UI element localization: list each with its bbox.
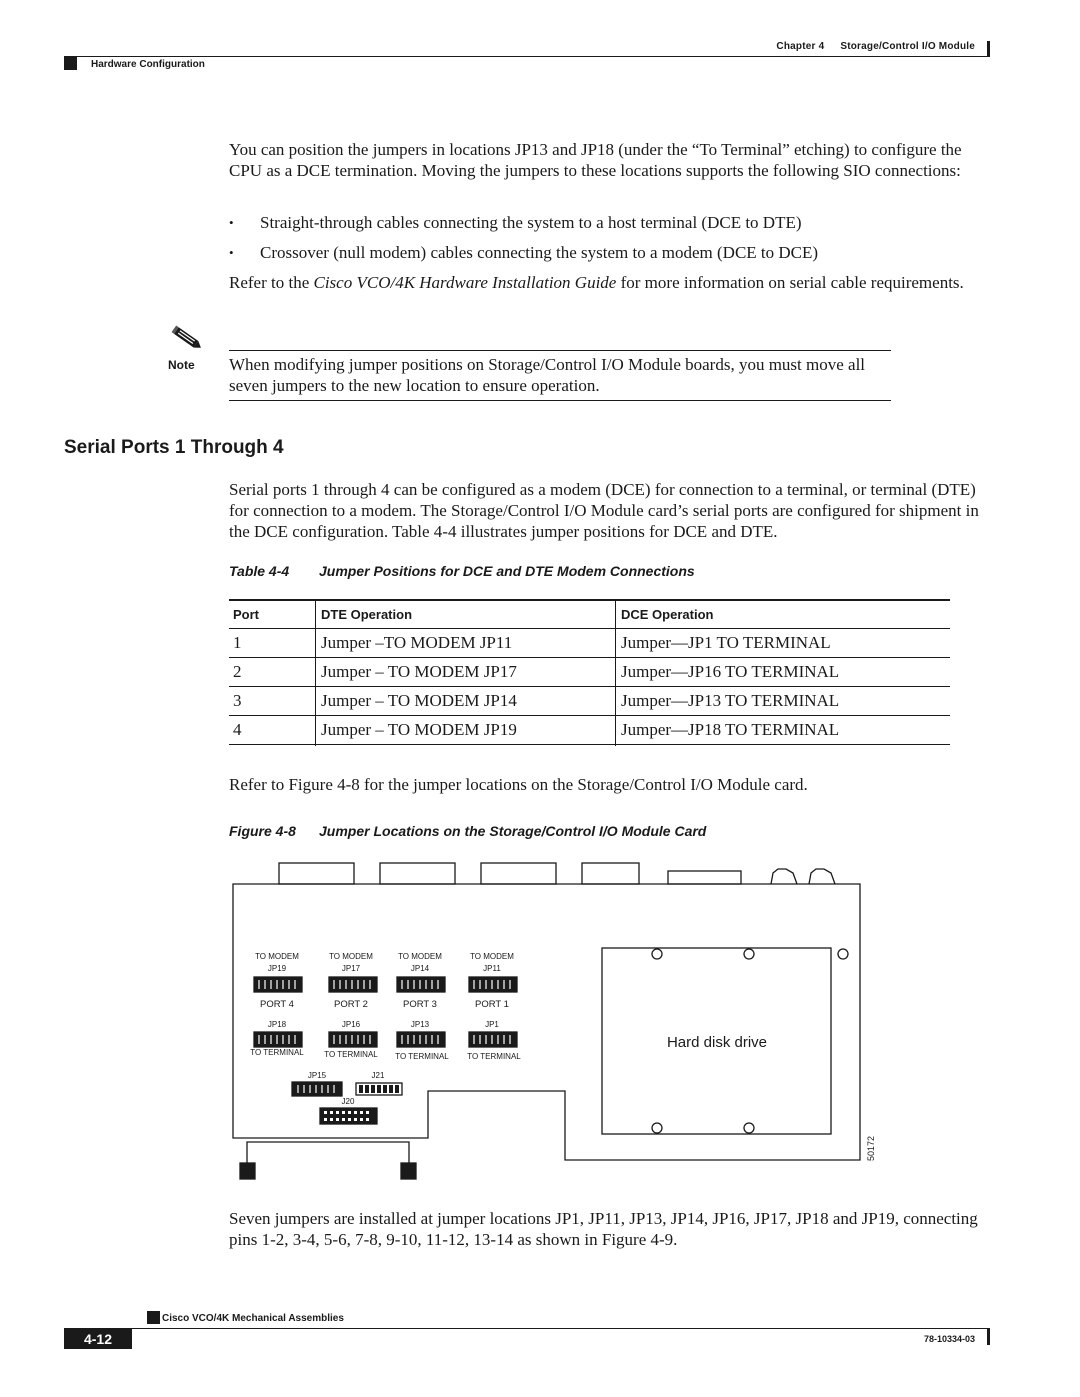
note-rule-bottom bbox=[229, 400, 891, 401]
header-square bbox=[64, 57, 77, 70]
top-connector bbox=[279, 863, 354, 884]
j21-connector bbox=[356, 1083, 402, 1095]
table-header-row bbox=[229, 601, 950, 629]
terminal-jumper-label: JP16 bbox=[341, 1020, 361, 1029]
to-modem-label: TO MODEM bbox=[329, 952, 373, 961]
to-terminal-label: TO TERMINAL bbox=[250, 1048, 304, 1057]
top-connector bbox=[380, 863, 455, 884]
section-heading: Serial Ports 1 Through 4 bbox=[64, 437, 284, 458]
hdd-mount bbox=[744, 949, 754, 959]
modem-jumper-block bbox=[329, 977, 377, 992]
top-connector bbox=[582, 863, 639, 884]
table-divider bbox=[315, 601, 316, 746]
jp15-label: JP15 bbox=[307, 1071, 327, 1080]
terminal-jumper-block bbox=[469, 1032, 517, 1047]
table-cell: 3 bbox=[233, 691, 242, 710]
figure-caption bbox=[229, 823, 706, 839]
table-divider bbox=[615, 601, 616, 746]
jp15-jumper-block bbox=[292, 1082, 342, 1096]
refer-prefix: Refer to the bbox=[229, 273, 314, 292]
doc-number: 78-10334-03 bbox=[923, 1334, 975, 1344]
table-cell: Jumper –TO MODEM JP11 bbox=[321, 633, 513, 652]
table-cell: Jumper—JP13 TO TERMINAL bbox=[621, 691, 840, 710]
table-cell: 1 bbox=[233, 633, 242, 652]
header-bar bbox=[987, 41, 990, 57]
top-connector bbox=[481, 863, 556, 884]
port-label: PORT 2 bbox=[334, 999, 368, 1010]
table-row bbox=[229, 658, 950, 687]
terminal-jumper-label: JP18 bbox=[267, 1020, 287, 1029]
j20-connector bbox=[320, 1108, 377, 1124]
header-chapter bbox=[776, 41, 975, 52]
header-rule bbox=[64, 56, 990, 57]
modem-jumper-label: JP11 bbox=[483, 964, 501, 973]
note-label: Note bbox=[168, 358, 195, 372]
note-rule-top bbox=[229, 350, 891, 351]
port-label: PORT 3 bbox=[403, 999, 437, 1010]
hdd-mount bbox=[744, 1123, 754, 1133]
modem-jumper-label: JP19 bbox=[267, 964, 287, 973]
refer-title: Cisco VCO/4K Hardware Installation Guide bbox=[313, 273, 617, 292]
modem-jumper-label: JP17 bbox=[341, 964, 361, 973]
footer-bar bbox=[987, 1329, 990, 1345]
table-caption-title: Jumper Positions for DCE and DTE Modem Connections bbox=[319, 563, 695, 579]
port-label: PORT 1 bbox=[475, 999, 509, 1010]
table-cell: 2 bbox=[233, 662, 242, 681]
to-modem-label: TO MODEM bbox=[255, 952, 299, 961]
footer-square bbox=[147, 1311, 160, 1324]
refer-suffix: for more information on serial cable requirements. bbox=[616, 273, 964, 292]
table-header-port: Port bbox=[233, 607, 259, 622]
to-terminal-label: TO TERMINAL bbox=[395, 1052, 449, 1061]
table-caption bbox=[229, 563, 695, 579]
bullet-dot-icon: • bbox=[229, 245, 234, 260]
note-text: When modifying jumper positions on Storage/Control I/O Module boards, you must move all seven jumpers to the new location to ensure operation. bbox=[229, 355, 866, 395]
hdd-mount bbox=[652, 1123, 662, 1133]
hdd-mount bbox=[652, 949, 662, 959]
header-section: Hardware Configuration bbox=[91, 59, 205, 70]
port-label: PORT 4 bbox=[260, 999, 294, 1010]
figure-reference: Refer to Figure 4-8 for the jumper locations on the Storage/Control I/O Module card. bbox=[229, 775, 808, 794]
table-row bbox=[229, 629, 950, 658]
modem-jumper-block bbox=[469, 977, 517, 992]
bullet-text: Crossover (null modem) cables connecting the system to a modem (DCE to DCE) bbox=[260, 243, 819, 262]
terminal-jumper-label: JP13 bbox=[410, 1020, 430, 1029]
closing-paragraph: Seven jumpers are installed at jumper locations JP1, JP11, JP13, JP14, JP16, JP17, JP18 and JP19, connecting pins 1-2, 3-4, 5-6, 7-8, 9-10, 11-12, 13-14 as shown in Figure 4-9. bbox=[229, 1209, 978, 1249]
figure-caption-title: Jumper Locations on the Storage/Control I/O Module Card bbox=[319, 823, 707, 839]
table-cell: Jumper—JP18 TO TERMINAL bbox=[621, 720, 840, 739]
table-row bbox=[229, 716, 950, 745]
modem-jumper-block bbox=[254, 977, 302, 992]
table-header-dte: DTE Operation bbox=[321, 607, 413, 622]
terminal-jumper-block bbox=[397, 1032, 445, 1047]
terminal-jumper-label: JP1 bbox=[485, 1020, 499, 1029]
table-caption-number: Table 4-4 bbox=[229, 563, 290, 579]
j20-label: J20 bbox=[341, 1097, 355, 1106]
pencil-note-icon bbox=[170, 323, 204, 358]
footer-book-title: Cisco VCO/4K Mechanical Assemblies bbox=[162, 1313, 344, 1324]
table-cell: Jumper – TO MODEM JP19 bbox=[321, 720, 517, 739]
footer-rule bbox=[64, 1328, 990, 1329]
modem-jumper-label: JP14 bbox=[410, 964, 430, 973]
modem-jumper-block bbox=[397, 977, 445, 992]
refer-paragraph bbox=[229, 272, 994, 293]
chapter-number: Chapter 4 bbox=[776, 41, 825, 52]
top-latch bbox=[809, 869, 835, 884]
bullet-dot-icon: • bbox=[229, 215, 234, 230]
to-modem-label: TO MODEM bbox=[470, 952, 514, 961]
top-connector bbox=[668, 871, 741, 884]
figure-caption-number: Figure 4-8 bbox=[229, 823, 296, 839]
table-cell: Jumper – TO MODEM JP14 bbox=[321, 691, 517, 710]
chapter-title: Storage/Control I/O Module bbox=[840, 41, 975, 52]
bullet-text: Straight-through cables connecting the system to a host terminal (DCE to DTE) bbox=[260, 213, 802, 232]
board-diagram bbox=[225, 860, 875, 1190]
hdd-label: Hard disk drive bbox=[666, 1034, 768, 1051]
bottom-connector bbox=[401, 1163, 416, 1179]
to-terminal-label: TO TERMINAL bbox=[467, 1052, 521, 1061]
top-latch bbox=[771, 869, 797, 884]
table-cell: Jumper—JP16 TO TERMINAL bbox=[621, 662, 840, 681]
intro-paragraph: You can position the jumpers in locations JP13 and JP18 (under the “To Terminal” etching) to configure the CPU as a DCE termination. Moving the jumpers to these locations supports the following SIO connections: bbox=[229, 140, 962, 180]
terminal-jumper-block bbox=[254, 1032, 302, 1047]
j21-label: J21 bbox=[371, 1071, 385, 1080]
table-row bbox=[229, 687, 950, 716]
hdd-mount bbox=[838, 949, 848, 959]
section-paragraph: Serial ports 1 through 4 can be configured as a modem (DCE) for connection to a terminal, or terminal (DTE) for connection to a modem. The Storage/Control I/O Module card’s serial ports are configured for shipment in the DCE configuration. Table 4-4 illustrates jumper positions for DCE and DTE. bbox=[229, 480, 979, 541]
table-cell: Jumper—JP1 TO TERMINAL bbox=[621, 633, 831, 652]
table-cell: 4 bbox=[233, 720, 242, 739]
figure-id: 50172 bbox=[866, 1135, 875, 1161]
to-modem-label: TO MODEM bbox=[398, 952, 442, 961]
to-terminal-label: TO TERMINAL bbox=[324, 1050, 378, 1059]
bottom-connector-link bbox=[247, 1142, 409, 1163]
page-number: 4-12 bbox=[64, 1329, 132, 1349]
table-header-dce: DCE Operation bbox=[621, 607, 714, 622]
terminal-jumper-block bbox=[329, 1032, 377, 1047]
table-cell: Jumper – TO MODEM JP17 bbox=[321, 662, 517, 681]
bottom-connector bbox=[240, 1163, 255, 1179]
